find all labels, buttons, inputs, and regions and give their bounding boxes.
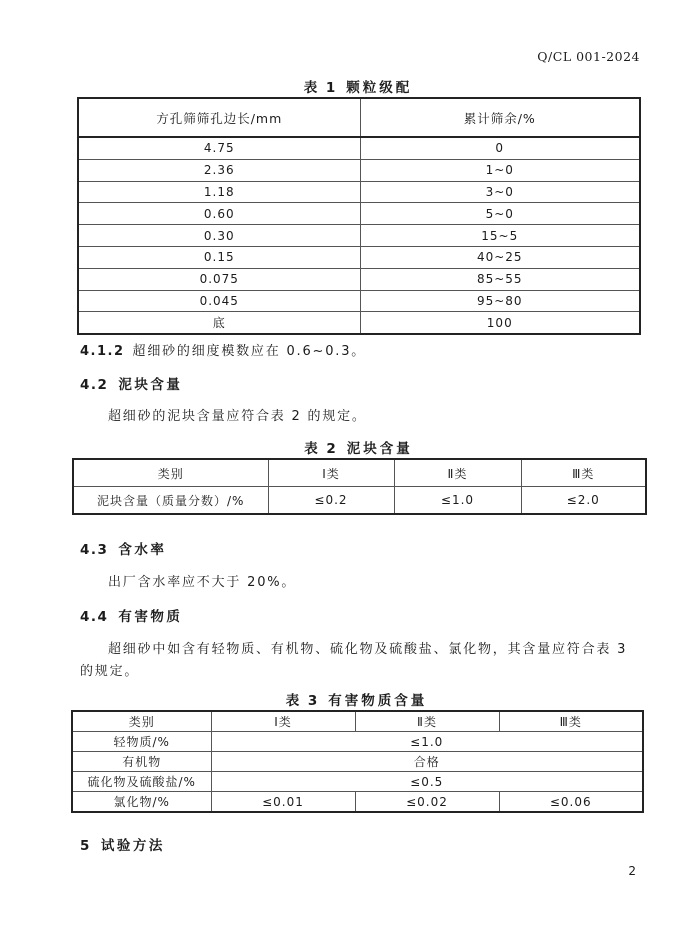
table2-caption [72,437,645,457]
row-label-cell: 泥块含量（质量分数）/% [73,487,268,515]
table3-caption-title: 有害物质含量 [328,693,428,709]
column-header-class3: Ⅲ类 [521,459,646,487]
column-header-category: 类别 [72,711,211,732]
value-cell: ≤0.01 [211,792,355,813]
paragraph-4-3: 出厂含水率应不大于 20%。 [108,575,297,590]
value-cell: ≤0.2 [268,487,394,515]
section-title: 有害物质 [118,609,183,625]
paragraph-line: 的规定。 [80,664,140,679]
residue-cell: 1~0 [360,159,640,181]
section-heading-4-3 [80,538,166,558]
table3-caption-number: 表 3 [285,693,320,709]
column-header-class1: Ⅰ类 [211,711,355,732]
value-cell: ≤2.0 [521,487,646,515]
column-header-class1: Ⅰ类 [268,459,394,487]
clause-text: 超细砂的细度模数应在 0.6~0.3。 [132,344,367,359]
table-header-row [78,98,640,137]
row-label-cell: 有机物 [72,752,211,772]
table-row [78,268,640,290]
row-label-cell: 轻物质/% [72,732,211,752]
residue-cell: 85~55 [360,268,640,290]
value-cell: ≤1.0 [394,487,521,515]
merged-value-cell: 合格 [211,752,643,772]
residue-cell: 15~5 [360,225,640,247]
table-row [78,290,640,312]
section-heading-5 [80,834,165,854]
clause-4-1-2 [80,340,366,359]
table2-caption-number: 表 2 [304,441,338,457]
sieve-size-cell: 0.15 [78,246,360,268]
value-cell: ≤0.06 [499,792,643,813]
column-header-sieve-size: 方孔筛筛孔边长/mm [78,98,360,137]
section-number: 5 [80,838,91,854]
section-title: 含水率 [118,542,167,558]
section-number: 4.3 [80,542,109,558]
table-clay-lump-content [72,458,647,515]
sieve-size-cell: 底 [78,312,360,334]
residue-cell: 40~25 [360,246,640,268]
row-label-cell: 氯化物/% [72,792,211,813]
sieve-size-cell: 0.045 [78,290,360,312]
table-row [78,203,640,225]
residue-cell: 3~0 [360,181,640,203]
table3-caption [71,689,642,709]
row-label-cell: 硫化物及硫酸盐/% [72,772,211,792]
table-header-row [73,459,646,487]
column-header-class2: Ⅱ类 [355,711,499,732]
table1-caption-number: 表 1 [303,80,338,96]
paragraph-4-2: 超细砂的泥块含量应符合表 2 的规定。 [108,409,367,424]
table-row [72,752,643,772]
table1-caption [77,76,639,96]
table-row [78,181,640,203]
sieve-size-cell: 0.075 [78,268,360,290]
table-row [72,792,643,813]
section-heading-4-2 [80,373,182,393]
table-harmful-substances [71,710,644,813]
table2-caption-title: 泥块含量 [346,441,413,457]
table-row [78,225,640,247]
column-header-class2: Ⅱ类 [394,459,521,487]
table1-caption-title: 颗粒级配 [346,80,413,96]
residue-cell: 5~0 [360,203,640,225]
table-row [73,487,646,515]
sieve-size-cell: 0.30 [78,225,360,247]
column-header-class3: Ⅲ类 [499,711,643,732]
residue-cell: 95~80 [360,290,640,312]
table-row [78,159,640,181]
section-number: 4.4 [80,609,109,625]
column-header-cumulative-residue: 累计筛余/% [360,98,640,137]
table-header-row [72,711,643,732]
section-number: 4.2 [80,377,109,393]
residue-cell: 0 [360,137,640,159]
table-row [78,312,640,334]
sieve-size-cell: 0.60 [78,203,360,225]
residue-cell: 100 [360,312,640,334]
section-title: 泥块含量 [118,377,183,393]
sieve-size-cell: 2.36 [78,159,360,181]
column-header-category: 类别 [73,459,268,487]
merged-value-cell: ≤1.0 [211,732,643,752]
page-number: 2 [628,864,636,878]
clause-number: 4.1.2 [80,344,125,359]
doc-code-header: Q/CL 001-2024 [537,49,640,64]
paragraph-line: 超细砂中如含有轻物质、有机物、硫化物及硫酸盐、氯化物，其含量应符合表 3 [108,642,628,657]
paragraph-4-4 [80,639,627,683]
table-row [72,772,643,792]
table-particle-gradation [77,97,641,335]
section-title: 试验方法 [100,838,165,854]
table-row [72,732,643,752]
value-cell: ≤0.02 [355,792,499,813]
merged-value-cell: ≤0.5 [211,772,643,792]
table-row [78,137,640,159]
sieve-size-cell: 1.18 [78,181,360,203]
sieve-size-cell: 4.75 [78,137,360,159]
section-heading-4-4 [80,605,182,625]
table-row [78,246,640,268]
